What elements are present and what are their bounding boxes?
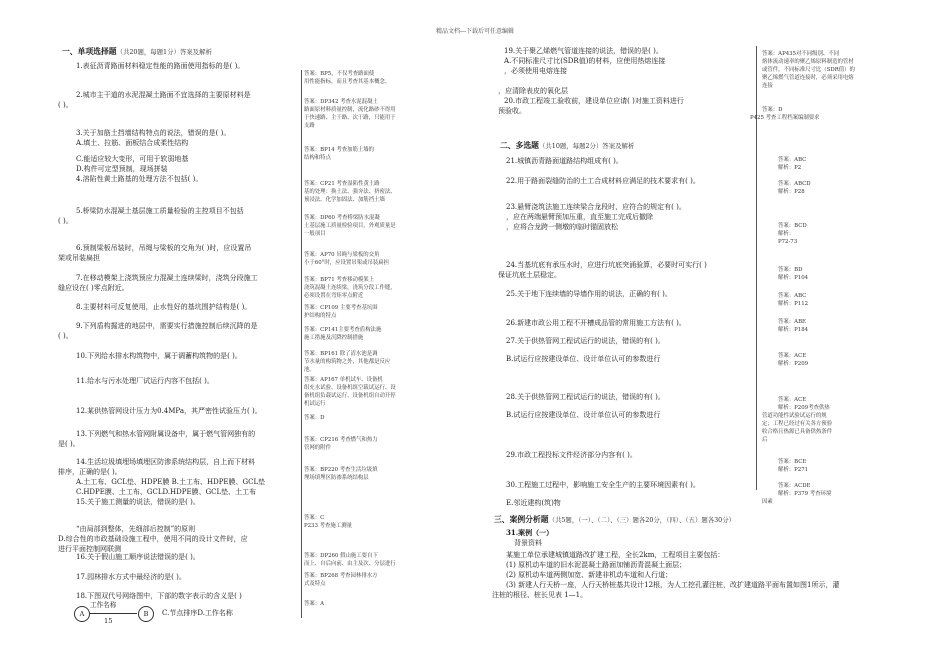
answer-line: 支路 [304, 123, 315, 129]
section-title: 二、多选题 [500, 141, 539, 150]
question-17: 17.园林排水方式中最经济的是( )。 [76, 573, 186, 581]
question-20: 20.市政工程竣工验收前，建设单位应请( )对施工资料进行 [504, 97, 684, 105]
answer-line: 答案：DP342 考查水泥混凝土 [304, 99, 378, 105]
question-4: 4.溶陷性黄土路基的处理方法不包括( )。 [76, 175, 203, 183]
answer-line: 埋场填埋区防渗系统结构层 [304, 475, 369, 481]
answer-line: 管道功能性试验试运行的规 [762, 413, 827, 419]
section-case-analysis [494, 514, 735, 525]
answer-line: 答案：ABE [778, 319, 806, 325]
answer-5 [304, 214, 396, 238]
answer-30 [762, 482, 831, 506]
answer-line: 解析：P28 [778, 189, 805, 195]
answer-line: 或管件，不同标准尺寸比（SDR值）的 [762, 67, 855, 73]
question-3-option-a: A.填土、拉筋、面板结合成柔性结构 [76, 139, 189, 147]
section-subtitle: （共5题，（一）、（二）、（三）题各20分，（四）、（五）题各30分） [548, 516, 736, 524]
answer-line: P425 考查工程档案编制要求 [750, 115, 820, 121]
answer-line: 答案：D [304, 415, 325, 421]
answer-line: 答案：BP71 考查移动模架上 [304, 277, 375, 283]
answer-25 [778, 292, 808, 308]
question-9-cont: ( )。 [58, 332, 73, 340]
answer-12 [304, 414, 325, 422]
question-2-cont: ( )。 [58, 101, 73, 109]
question-30: 30.工程施工过程中，影响施工安全生产的主要环境因素有( )。 [506, 481, 700, 489]
fig-label-top: 工作名称 [90, 601, 117, 609]
question-6: 6.预制梁板吊装时，吊绳与梁板的交角为( )时，应设置吊 [76, 244, 252, 252]
answer-line: 解析：P2 [778, 165, 802, 171]
question-3-option-c: C.能适应较大变形，可用于软弱地基 [76, 155, 189, 163]
question-13-cont: 是( )。 [58, 440, 80, 448]
question-5-cont: ( )。 [58, 217, 73, 225]
question-14-option-cd: C.HDPE膜、土工布、GCLD.HDPE膜、GCL垫、土工布 [76, 488, 257, 496]
answer-line: 定；工程已经过有关各方预验 [762, 421, 833, 427]
case-line-1: 某施工单位承建城镇道路改扩建工程，全长2km，工程项目主要包括： [506, 551, 725, 559]
question-27-option-b: B.试运行应按建设单位、设计单位认可的参数进行 [506, 355, 661, 363]
question-29: 29.市政工程投标文件经济部分内容有( )。 [506, 451, 637, 459]
answer-17 [304, 572, 378, 588]
answer-line: 答案：ABC [778, 293, 807, 299]
answer-line: 预浸法、化学加固法、加筋挡土墙 [304, 197, 385, 203]
left-column-divider [301, 70, 302, 618]
question-5: 5.桥梁防水混凝土基层施工质量检验的主控项目不包括 [76, 207, 244, 215]
question-26: 26.新建市政公用工程不开槽成品管的常用施工方法有( )。 [506, 319, 686, 327]
answer-line: 答案：BP161 除了清水池是调 [304, 351, 378, 357]
answer-line: P72-73 [778, 239, 798, 245]
answer-line: 答案：BP220 考查生活垃圾填 [304, 467, 378, 473]
section-subtitle: （共10题，每题2分）答案及解析 [538, 142, 635, 150]
answer-line: 后 [762, 437, 768, 443]
answer-10 [304, 350, 390, 374]
question-8: 8.主要材料可反复使用，止水性好的基坑围护结构是( )。 [76, 303, 252, 311]
answer-line: 解析：P112 [778, 301, 809, 307]
question-20-cont: 预验收。 [498, 107, 526, 115]
question-12: 12.某供热管网设计压力为0.4MPa，其严密性试验压力( )。 [76, 407, 262, 415]
answer-line: 解析：P209 [778, 361, 809, 367]
question-19-option-cont: ，必须使用电熔连接 [504, 67, 567, 75]
answer-8 [304, 304, 378, 320]
question-3-option-d: D.构件可定型预制，现场拼装 [76, 165, 168, 173]
answer-line: 解析：P209考查供热 [778, 405, 830, 411]
fig-label-bottom: 15 [104, 617, 113, 625]
question-1: 1.表征沥青路面材料稳定性能的路面使用指标的是( )。 [76, 62, 245, 70]
answer-line: 答案：ACDE [778, 483, 811, 489]
arrow-line [89, 613, 137, 614]
answer-line: 小于60°时，应设置吊架或吊装扁担 [304, 260, 390, 266]
question-19-option-a: A.不同标准尺寸比(SDR值)的材料，应使用热熔连接 [504, 57, 666, 65]
answer-line: 护结构的特点 [304, 313, 337, 319]
question-6-cont: 架或吊装扁担 [58, 254, 100, 262]
answer-line: 必须设置在弯矩零点附近 [304, 293, 364, 299]
question-13: 13.下列燃气和热水管网附属设备中，属于燃气管网独有的 [76, 430, 256, 438]
answer-21 [778, 156, 806, 172]
answer-line: 答案：AP435对不同级别、不同 [762, 51, 840, 57]
answer-9 [304, 326, 381, 342]
answer-line: 答案：CP216 考查燃气和热力 [304, 437, 378, 443]
section-title: 三、案例分析题 [494, 515, 549, 524]
question-2: 2.城市主干道的水泥混凝土路面不宜选择的主要原材料是 [76, 91, 251, 99]
case-line-2: (1) 原机动车道的旧水泥混凝土路面加铺沥青混凝土面层； [506, 561, 687, 569]
answer-line: 连接 [762, 83, 773, 89]
question-22: 22.用于路面裂缝防治的土工合成材料应满足的技术要求有( )。 [506, 177, 700, 185]
answer-line: 答案：CP141主要考查盾构法施 [304, 327, 382, 333]
answer-29 [778, 458, 808, 474]
answer-line: 答案：AP70 吊绳与梁板的交角 [304, 252, 380, 258]
question-15-option-d: D.综合性的市政基础设施工程中，使用不同的设计文件时，应 [58, 535, 248, 543]
question-18-options: C.节点排序D.工作名称 [162, 609, 233, 617]
answer-line: 答案：DP60 考查桥梁防水混凝 [304, 215, 380, 221]
question-24: 24.当基坑底有承压水时，应进行坑底突涌验算，必要时可实行( ) [506, 261, 707, 269]
answer-line: 节水量的构筑物之外，其他都是反应 [304, 359, 391, 365]
question-23-option: ，应在两端悬臂预加压重，直至施工完成后撤除 [506, 213, 653, 221]
case-title: 31.案例（一） [506, 528, 554, 537]
answer-line: 收合格且热源已具备供热条件 [762, 429, 833, 435]
answer-line: 而上、自后向前、由主及次、分层进行 [304, 561, 396, 567]
question-27: 27.关于供热管网工程试运行的说法，错误的有( )。 [506, 337, 665, 345]
section-title: 一、单项选择题 [62, 47, 117, 56]
answer-line: 解析：P184 [778, 327, 809, 333]
answer-line: 一般项目 [304, 231, 326, 237]
answer-line: 熔体流动速率的聚乙烯原料制造的管材 [762, 59, 854, 65]
answer-20 [750, 106, 820, 122]
question-10: 10.下列给水排水构筑物中，属于调蓄构筑物的是( )。 [76, 352, 242, 360]
question-11: 11.给水与污水处理厂试运行内容不包括( )。 [76, 377, 214, 385]
right-column [492, 40, 880, 662]
question-18: 18.下图双代号网络图中，下部的数字表示的含义是( ) [76, 592, 242, 600]
answer-22 [778, 180, 811, 196]
question-25: 25.关于地下连续墙的导墙作用的说法，正确的有( )。 [506, 290, 672, 298]
answer-line: 解析： [778, 231, 795, 237]
answer-18 [304, 600, 324, 608]
answer-1 [304, 70, 390, 86]
answer-line: 解析：P379 考查环境 [778, 491, 832, 497]
answer-27 [778, 352, 808, 368]
answer-line: 答案：BCD [778, 223, 807, 229]
answer-line: 答案：ABCD [778, 181, 811, 187]
answer-11 [304, 376, 396, 408]
question-15-option-d-cont: 进行平面控制网联测 [58, 545, 121, 553]
answer-28 [762, 396, 832, 444]
answer-23 [778, 222, 807, 246]
answer-2 [304, 98, 396, 130]
answer-line: 答案：BCE [778, 459, 807, 465]
answer-line: 施工措施及沉降控制措施 [304, 335, 364, 341]
case-line-4: (3) 新建人行天桥一座，人行天桥桩基共设计12根，为人工挖孔灌注桩，改扩建道路平面布置如图1所示，灌 [506, 581, 840, 589]
answer-line: 用性能指标，而且考查其基本概念。 [304, 79, 391, 85]
answer-13 [304, 436, 378, 452]
question-15: 15.关于施工测量的说法，错误的是( )。 [76, 498, 200, 506]
question-9: 9.下列盾构掘进的地层中，需要实行措施控制后续沉降的是 [76, 322, 258, 330]
answer-line: 答案：D [762, 107, 783, 113]
answer-line: 答案：AP167 单机试车、设备机 [304, 377, 383, 383]
section-multiple-choice [500, 140, 634, 151]
question-30-option-e: E.邻近建构(筑)物 [506, 499, 561, 507]
answer-line: 组充水试验、设备机组空载试运行、设 [304, 385, 396, 391]
question-14-cont: 排序，正确的是( )。 [58, 468, 122, 476]
answer-line: 管网的附件 [304, 445, 331, 451]
question-14: 14.生活垃圾填埋场填埋区防渗系统结构层，自上而下材料 [76, 458, 256, 466]
answer-7 [304, 276, 396, 300]
answer-line: 因素 [762, 499, 773, 505]
question-23: 23.悬臂浇筑法施工连续梁合龙段时，应符合的规定有( )。 [506, 203, 686, 211]
answer-line: 答案：CP109 主要考查基坑围 [304, 305, 378, 311]
answer-line: 池。 [304, 367, 315, 373]
question-19-option-cont2: ，应清除表皮的氧化层 [498, 87, 568, 95]
question-19: 19.关于聚乙烯燃气管道连接的说法，错误的是( )。 [504, 47, 663, 55]
answer-line: 解析：P104 [778, 275, 809, 281]
answer-line: 机试运行 [304, 401, 326, 407]
question-23-option2: ，应将合龙跨一侧墩的临时锚固放松 [506, 223, 618, 231]
question-7-cont: 缝应设在( )零点附近。 [58, 284, 129, 292]
answer-line: 浇筑混凝土连续梁，浇筑分段工作缝， [304, 285, 396, 291]
answer-line: 答案：BP5，不仅考查路面使 [304, 71, 375, 77]
node-a: A [74, 606, 90, 622]
question-3: 3.关于加筋土挡墙结构特点的说法，错误的是( )。 [76, 129, 231, 137]
answer-line: 基的处理：换土法、强夯法、挤密法、 [304, 189, 396, 195]
answer-4 [304, 180, 396, 204]
answer-line: 聚乙烯燃气管道连接时，必须采用电熔 [762, 75, 854, 81]
answer-line: 路面原材料质量控制，流化路砂不得用 [304, 107, 396, 113]
answer-line: 答案：ABC [778, 157, 807, 163]
question-24-cont: 保证坑底土层稳定。 [498, 271, 561, 279]
answer-14 [304, 466, 378, 482]
answer-26 [778, 318, 808, 334]
answer-line: 土基层施工质量检验项目，外观质量是 [304, 223, 396, 229]
page-header: 精品文档---下载后可任意编辑 [435, 28, 515, 35]
case-background-label: 背景资料 [514, 539, 542, 547]
answer-line: 答案：ACE [778, 353, 807, 359]
answer-24 [778, 266, 808, 282]
section-single-choice [62, 46, 212, 57]
answer-6 [304, 251, 389, 267]
question-21: 21.城镇沥青路面道路结构组成有( )。 [506, 157, 623, 165]
answer-16 [304, 552, 396, 568]
answer-line: 答案：A [304, 601, 325, 607]
answer-line: 备机组负载试运行、设备机组自动开停 [304, 393, 396, 399]
question-14-option-ab: A.土工布、GCL垫、HDPE膜 B.土工布、HDPE膜、GCL垫 [76, 478, 266, 486]
question-28: 28.关于供热管网工程试运行的说法，错误的有( )。 [506, 393, 665, 401]
question-16: 16.关于假山施工顺序说法错误的是( )。 [76, 553, 200, 561]
answer-line: P233 考查施工测量 [304, 523, 352, 529]
answer-line: 答案：BD [778, 267, 803, 273]
answer-19 [762, 50, 855, 90]
answer-line: 答案：ACE [778, 397, 807, 403]
answer-line: 解析：P271 [778, 467, 809, 473]
answer-15 [304, 514, 352, 530]
node-b: B [138, 606, 154, 622]
answer-line: 答案：CP21 考查湿陷性黄土路 [304, 181, 380, 187]
section-subtitle: （共20题，每题1分）答案及解析 [116, 48, 212, 56]
answer-line: 答案：DP260 假山施工要自下 [304, 553, 378, 559]
answer-line: 答案：C [304, 515, 325, 521]
answer-line: 式及特点 [304, 581, 326, 587]
question-28-option-b: B.试运行应按建设单位、设计单位认可的参数进行 [506, 411, 661, 419]
answer-line: 答案：BP14 考查加筋土墙的 [304, 147, 375, 153]
left-column [58, 40, 476, 662]
case-line-3: (2) 原机动车道两侧加宽、新建非机动车道和人行道； [506, 571, 673, 579]
question-7: 7.在移动模架上浇筑预应力混凝土连续梁时，浇筑分段施工 [76, 274, 258, 282]
answer-line: 答案：BP268 考查园林排水方 [304, 573, 378, 579]
answer-line: 结构和特点 [304, 155, 331, 161]
answer-line: 于快速路、主干路、次干路，只能用于 [304, 115, 396, 121]
answer-3 [304, 146, 374, 162]
case-line-5: 注桩的根径、桩长见表 1—1。 [492, 591, 588, 599]
question-15-note: “由局部到整体，先细部后控制”的原则 [76, 525, 196, 533]
